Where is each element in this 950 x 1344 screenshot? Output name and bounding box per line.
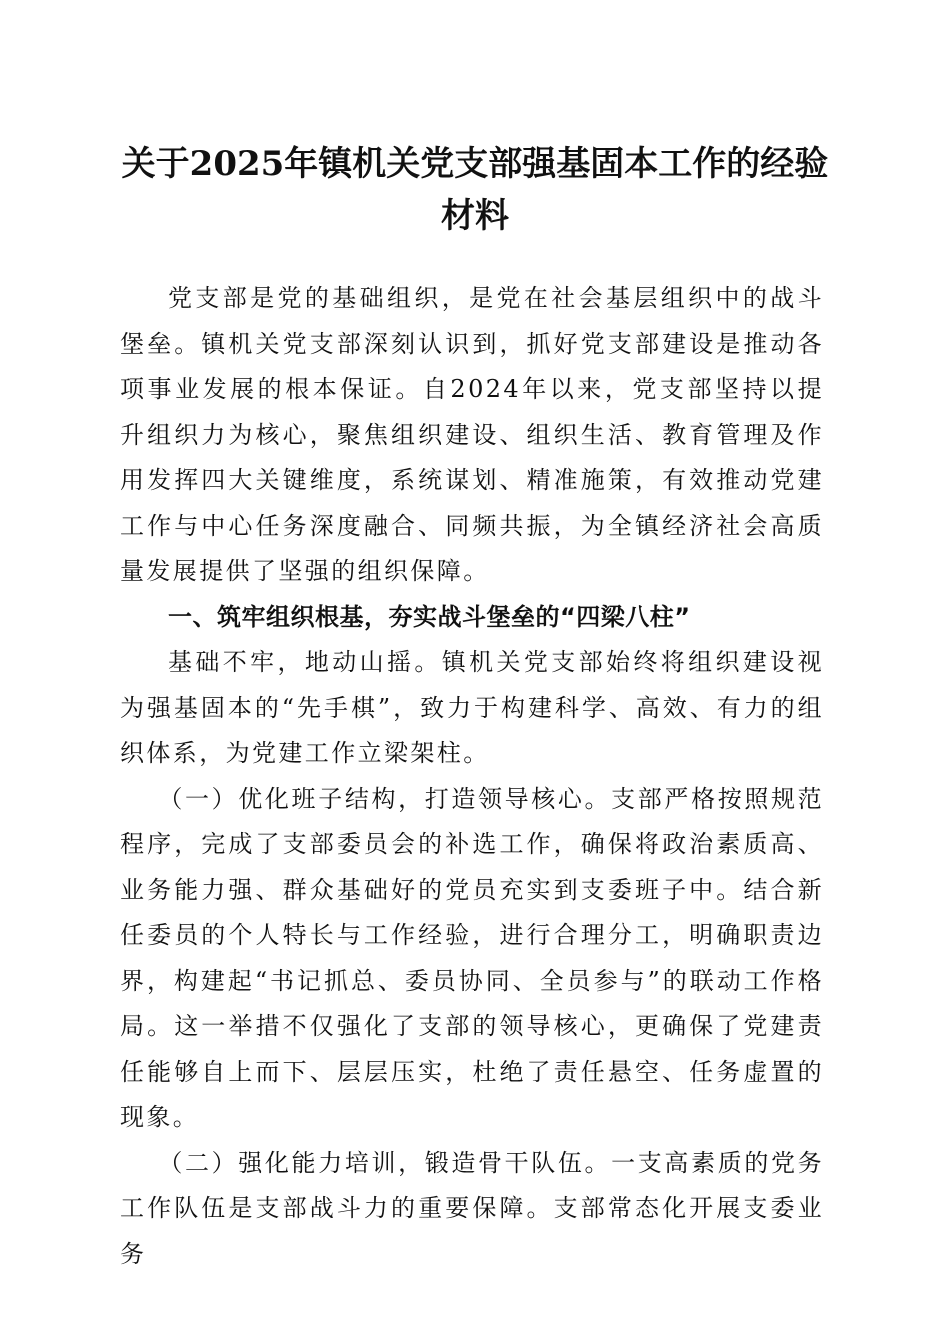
section-intro-paragraph: 基础不牢，地动山摇。镇机关党支部始终将组织建设视为强基固本的“先手棋”，致力于构建科学、高效、有力的组织体系，为党建工作立梁架柱。 [120,648,824,767]
subsection-paragraph-2: （二）强化能力培训，锻造骨干队伍。一支高素质的党务工作队伍是支部战斗力的重要保障。支部常态化开展支委业务 [120,1148,824,1268]
section-heading: 一、筑牢组织根基，夯实战斗堡垒的“四梁八柱” [168,602,691,631]
intro-paragraph: 党支部是党的基础组织，是党在社会基层组织中的战斗堡垒。镇机关党支部深刻认识到，抓好党支部建设是推动各项事业发展的根本保证。自2024年以来，党支部坚持以提升组织力为核心，聚焦组织建设、组织生活、教育管理及作用发挥四大关键维度，系统谋划、精准施策，有效推动党建工作与中心任务深度融合、同频共振，为全镇经济社会高质量发展提供了坚强的组织保障。 [120,284,824,585]
subsection-paragraph-1: （一）优化班子结构，打造领导核心。支部严格按照规范程序，完成了支部委员会的补选工作，确保将政治素质高、业务能力强、群众基础好的党员充实到支委班子中。结合新任委员的个人特长与工作经验，进行合理分工，明确职责边界，构建起“书记抓总、委员协同、全员参与”的联动工作格局。这一举措不仅强化了支部的领导核心，更确保了党建责任能够自上而下、层层压实，杜绝了责任悬空、任务虚置的现象。 [120,784,824,1131]
document-title: 关于2025年镇机关党支部强基固本工作的经验材料 [121,144,829,236]
document-body [120,276,824,1277]
